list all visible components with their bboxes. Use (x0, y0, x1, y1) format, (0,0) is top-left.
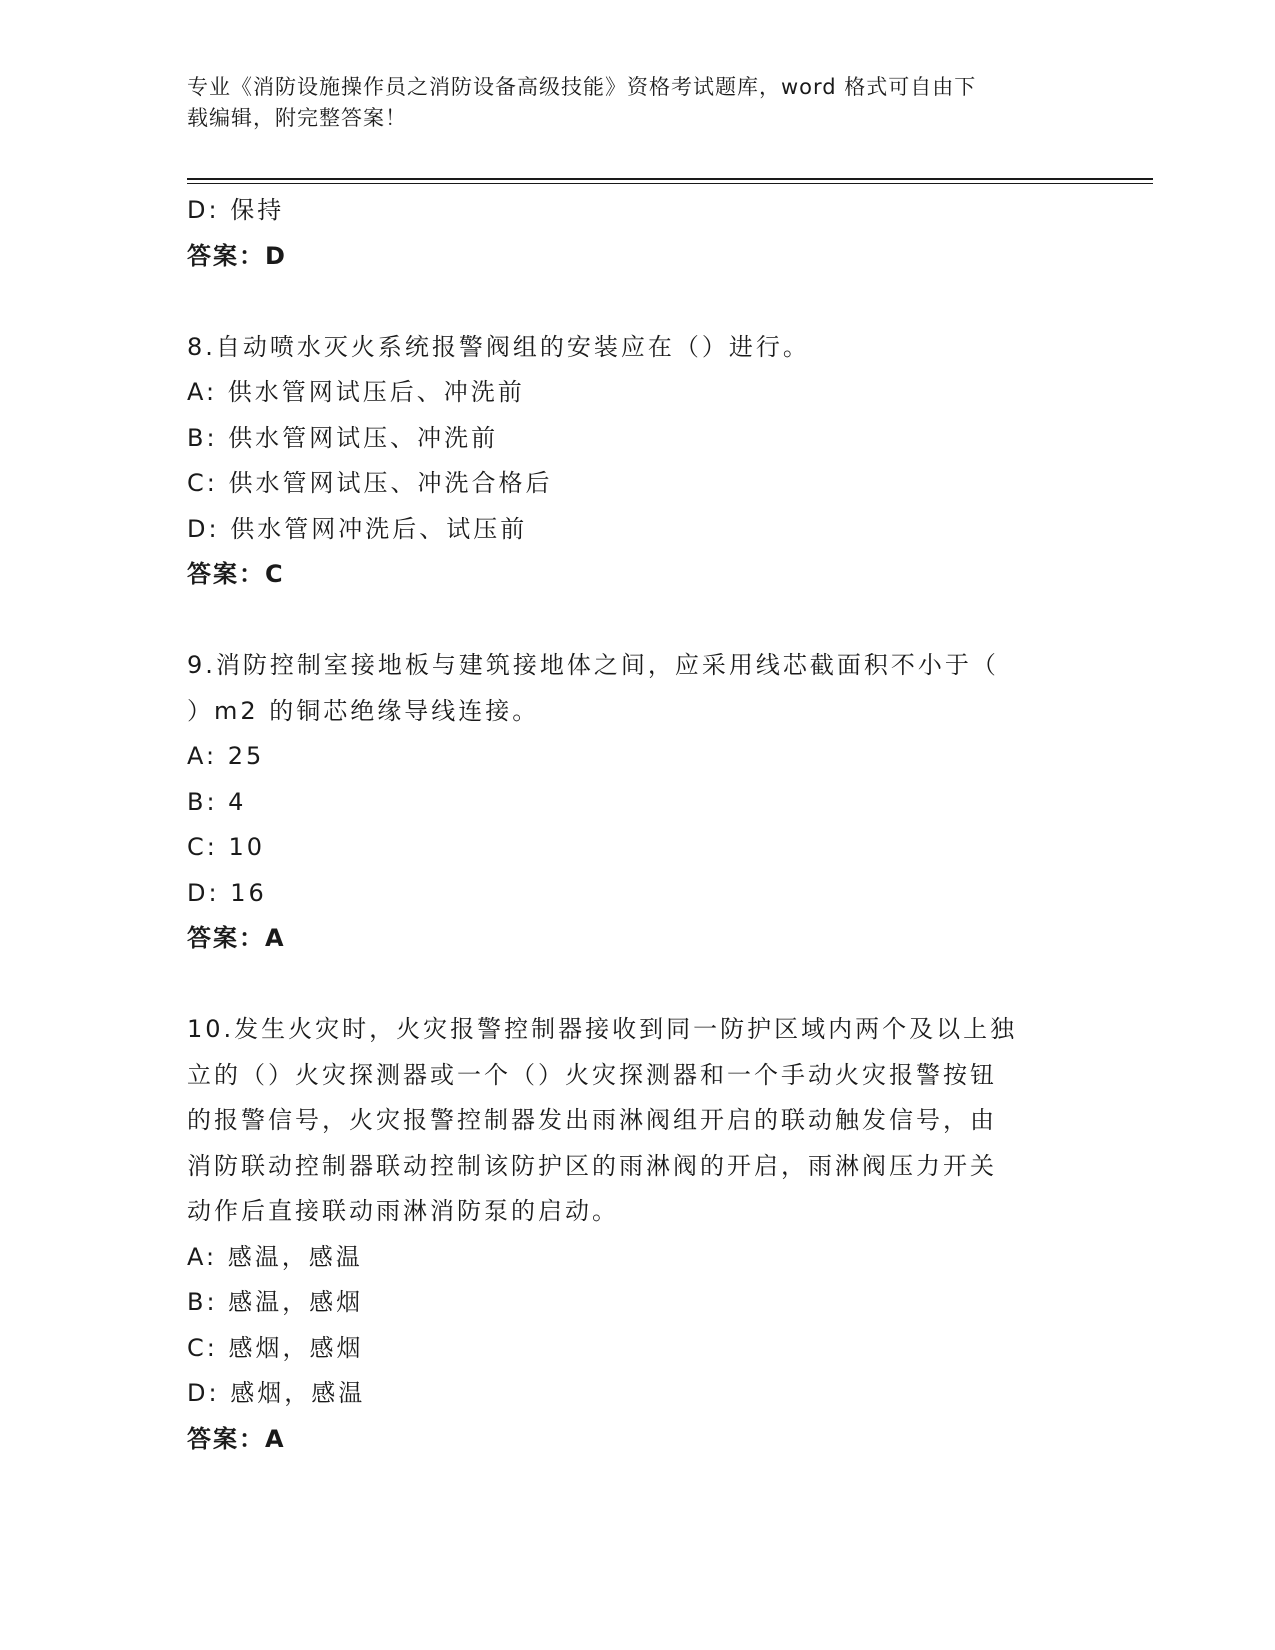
prev-option-d: D: 保持 (187, 196, 285, 224)
question-10-stem-line-1: 10.发生火灾时，火灾报警控制器接收到同一防护区域内两个及以上独 (187, 1015, 1018, 1043)
question-10-stem-line-3: 的报警信号，火灾报警控制器发出雨淋阀组开启的联动触发信号，由 (187, 1106, 997, 1134)
question-10-stem-line-2: 立的（）火灾探测器或一个（）火灾探测器和一个手动火灾报警按钮 (187, 1060, 997, 1089)
question-8-answer: 答案：C (187, 560, 285, 588)
question-10-option-c: C: 感烟，感烟 (187, 1333, 364, 1362)
question-10-answer: 答案：A (187, 1424, 286, 1453)
question-10-stem-line-5: 动作后直接联动雨淋消防泵的启动。 (187, 1197, 619, 1225)
header-divider-thin (187, 183, 1153, 184)
question-9-stem-line-2: ）m2 的铜芯绝缘导线连接。 (187, 696, 540, 725)
question-list (187, 188, 1087, 1462)
spacer (187, 962, 1087, 1008)
question-9-answer: 答案：A (187, 924, 286, 952)
question-10-stem-line-4: 消防联动控制器联动控制该防护区的雨淋阀的开启，雨淋阀压力开关 (187, 1151, 997, 1180)
question-10-option-a: A: 感温，感温 (187, 1242, 363, 1271)
header-line-2: 载编辑，附完整答案！ (187, 106, 407, 130)
question-9-option-a: A: 25 (187, 742, 265, 770)
question-8-option-c: C: 供水管网试压、冲洗合格后 (187, 469, 553, 497)
document-header (187, 72, 1067, 134)
question-9-stem-line-1: 9.消防控制室接地板与建筑接地体之间，应采用线芯截面积不小于（ (187, 651, 999, 679)
question-10-option-b: B: 感温，感烟 (187, 1288, 364, 1316)
question-10-option-d: D: 感烟，感温 (187, 1379, 366, 1407)
question-9 (187, 643, 1087, 962)
header-divider-thick (187, 178, 1153, 180)
question-9-option-b: B: 4 (187, 787, 247, 816)
spacer (187, 279, 1087, 325)
question-10 (187, 1007, 1087, 1462)
prev-answer: 答案：D (187, 241, 287, 270)
question-8-stem: 8.自动喷水灭火系统报警阀组的安装应在（）进行。 (187, 332, 810, 361)
spacer (187, 598, 1087, 644)
question-9-option-c: C: 10 (187, 833, 266, 861)
question-9-option-d: D: 16 (187, 878, 267, 907)
question-8 (187, 325, 1087, 598)
question-8-option-a: A: 供水管网试压后、冲洗前 (187, 378, 525, 406)
question-8-option-b: B: 供水管网试压、冲洗前 (187, 423, 499, 452)
question-8-option-d: D: 供水管网冲洗后、试压前 (187, 514, 528, 543)
header-line-1: 专业《消防设施操作员之消防设备高级技能》资格考试题库，word 格式可自由下 (187, 75, 977, 99)
